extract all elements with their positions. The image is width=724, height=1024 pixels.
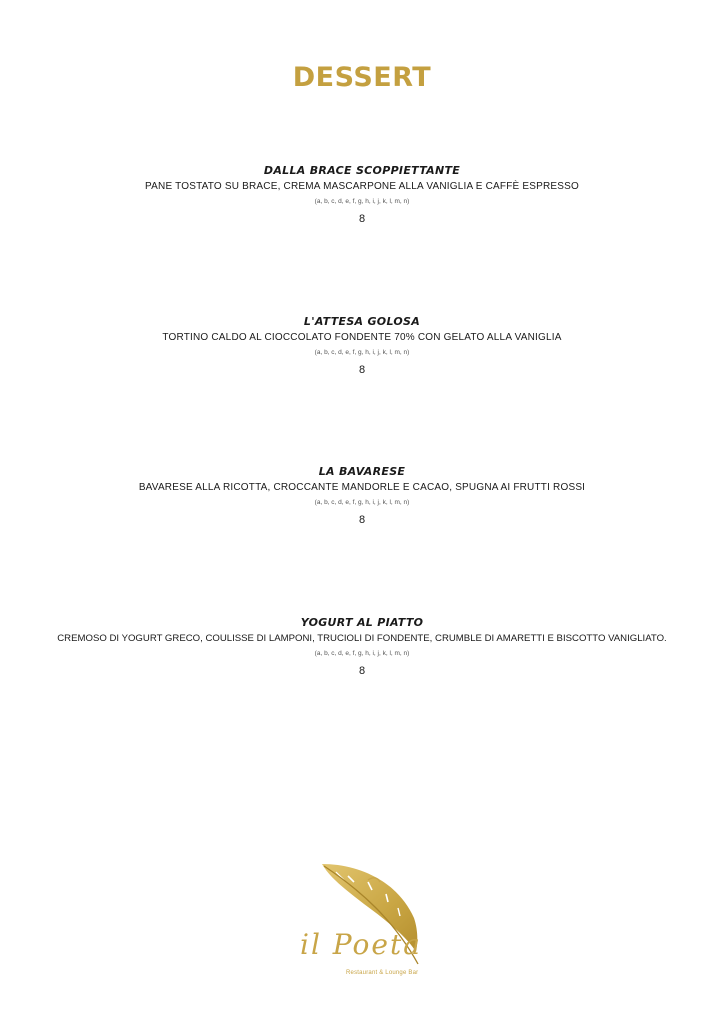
item-name: L'ATTESA GOLOSA bbox=[303, 315, 421, 328]
item-price: 8 bbox=[358, 514, 366, 526]
item-price: 8 bbox=[358, 213, 366, 225]
item-description: CREMOSO DI YOGURT GRECO, COULISSE DI LAMPONI, TRUCIOLI DI FONDENTE, CRUMBLE DI AMARETTI E BISCOTTO VANIGLIATO. bbox=[57, 633, 667, 644]
logo-tagline: Restaurant & Lounge Bar bbox=[346, 970, 419, 976]
item-price: 8 bbox=[358, 364, 366, 376]
item-description: PANE TOSTATO SU BRACE, CREMA MASCARPONE ALLA VANIGLIA E CAFFÈ ESPRESSO bbox=[145, 181, 579, 192]
menu-item-yogurt-al-piatto bbox=[0, 616, 724, 678]
restaurant-logo bbox=[290, 860, 430, 985]
item-name: YOGURT AL PIATTO bbox=[300, 616, 424, 629]
item-name: LA BAVARESE bbox=[318, 465, 406, 478]
item-allergens: (a, b, c, d, e, f, g, h, i, j, k, l, m, n) bbox=[314, 499, 410, 506]
menu-item-la-bavarese bbox=[0, 465, 724, 527]
logo-wordmark: il Poeta bbox=[300, 928, 422, 961]
item-allergens: (a, b, c, d, e, f, g, h, i, j, k, l, m, n) bbox=[314, 650, 410, 657]
menu-item-attesa-golosa bbox=[0, 315, 724, 377]
item-allergens: (a, b, c, d, e, f, g, h, i, j, k, l, m, n) bbox=[314, 349, 410, 356]
item-description: BAVARESE ALLA RICOTTA, CROCCANTE MANDORLE E CACAO, SPUGNA AI FRUTTI ROSSI bbox=[138, 482, 586, 493]
menu-item-dalla-brace bbox=[0, 164, 724, 226]
page-title: DESSERT bbox=[292, 62, 432, 93]
item-description: TORTINO CALDO AL CIOCCOLATO FONDENTE 70% CON GELATO ALLA VANIGLIA bbox=[162, 332, 562, 343]
item-allergens: (a, b, c, d, e, f, g, h, i, j, k, l, m, n) bbox=[314, 198, 410, 205]
item-name: DALLA BRACE SCOPPIETTANTE bbox=[263, 164, 461, 177]
item-price: 8 bbox=[358, 665, 366, 677]
